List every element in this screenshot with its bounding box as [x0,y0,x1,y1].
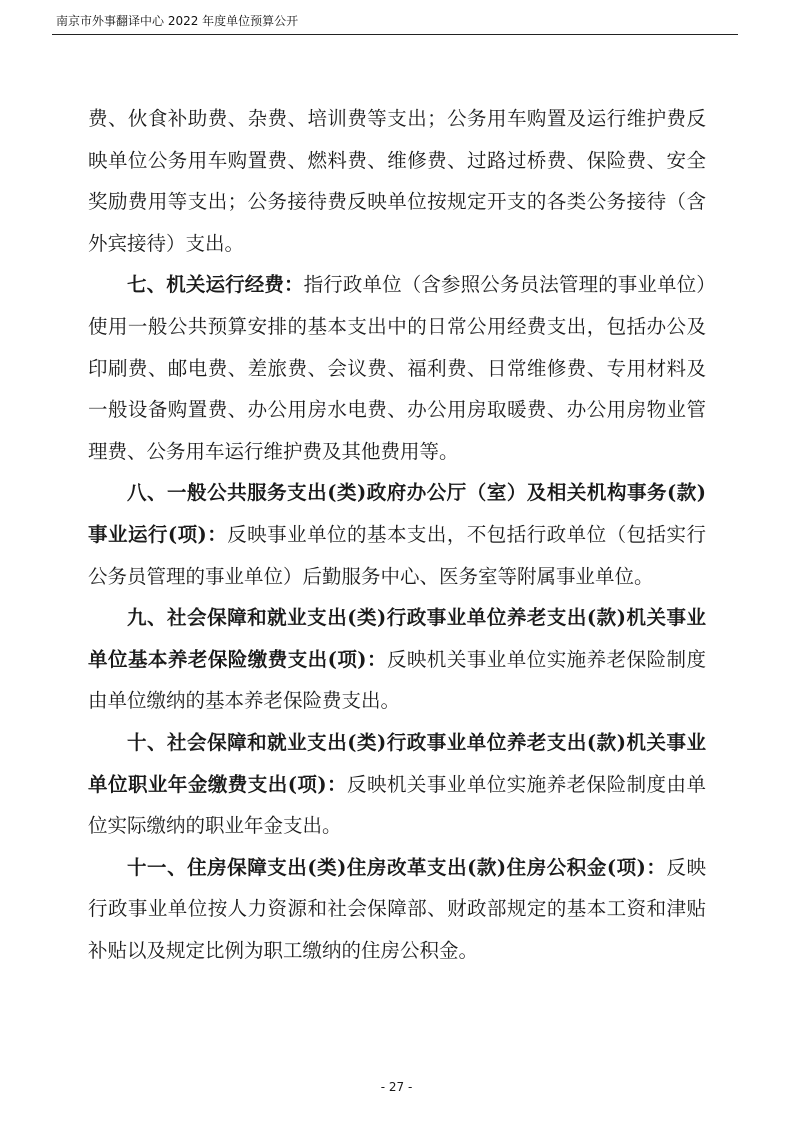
paragraph-text: 反映机关事业单位实施养老保险制度由单位实际缴纳的职业年金支出。 [88,772,706,838]
paragraph-item-11 [88,847,706,972]
paragraph-heading: 十一、住房保障支出(类)住房改革支出(款)住房公积金(项)： [127,855,667,879]
paragraph-text: 反映事业单位的基本支出，不包括行政单位（包括实行公务员管理的事业单位）后勤服务中心、医务室等附属事业单位。 [88,522,706,588]
paragraph-heading: 七、机关运行经费： [127,273,304,297]
paragraph-item-10 [88,722,706,847]
document-body [88,98,706,971]
paragraph-text: 指行政单位（含参照公务员法管理的事业单位）使用一般公共预算安排的基本支出中的日常公用经费支出，包括办公及印刷费、邮电费、差旅费、会议费、福利费、日常维修费、专用材料及一般设备购置费、办公用房水电费、办公用房取暖费、办公用房物业管理费、公务用车运行维护费及其他费用等。 [88,273,706,463]
paragraph-item-9 [88,597,706,722]
paragraph-heading: 十、社会保障和就业支出(类)行政事业单位养老支出(款)机关事业单位职业年金缴费支出(项)： [88,730,706,796]
paragraph-heading: 八、一般公共服务支出(类)政府办公厅（室）及相关机构事务(款)事业运行(项)： [88,481,706,546]
paragraph-item-8 [88,472,706,597]
paragraph-text: 费、伙食补助费、杂费、培训费等支出；公务用车购置及运行维护费反映单位公务用车购置费、燃料费、维修费、过路过桥费、保险费、安全奖励费用等支出；公务接待费反映单位按规定开支的各类公务接待（含外宾接待）支出。 [88,107,706,255]
document-header: 南京市外事翻译中心 2022 年度单位预算公开 [56,14,299,28]
paragraph-continued [88,98,706,264]
paragraph-item-7 [88,264,706,472]
page-number: - 27 - [380,1080,413,1094]
paragraph-heading: 九、社会保障和就业支出(类)行政事业单位养老支出(款)机关事业单位基本养老保险缴费支出(项)： [88,606,706,671]
paragraph-text: 反映机关事业单位实施养老保险制度由单位缴纳的基本养老保险费支出。 [88,647,706,713]
header-divider [52,34,738,35]
paragraph-text: 反映行政事业单位按人力资源和社会保障部、财政部规定的基本工资和津贴补贴以及规定比例为职工缴纳的住房公积金。 [88,855,706,962]
